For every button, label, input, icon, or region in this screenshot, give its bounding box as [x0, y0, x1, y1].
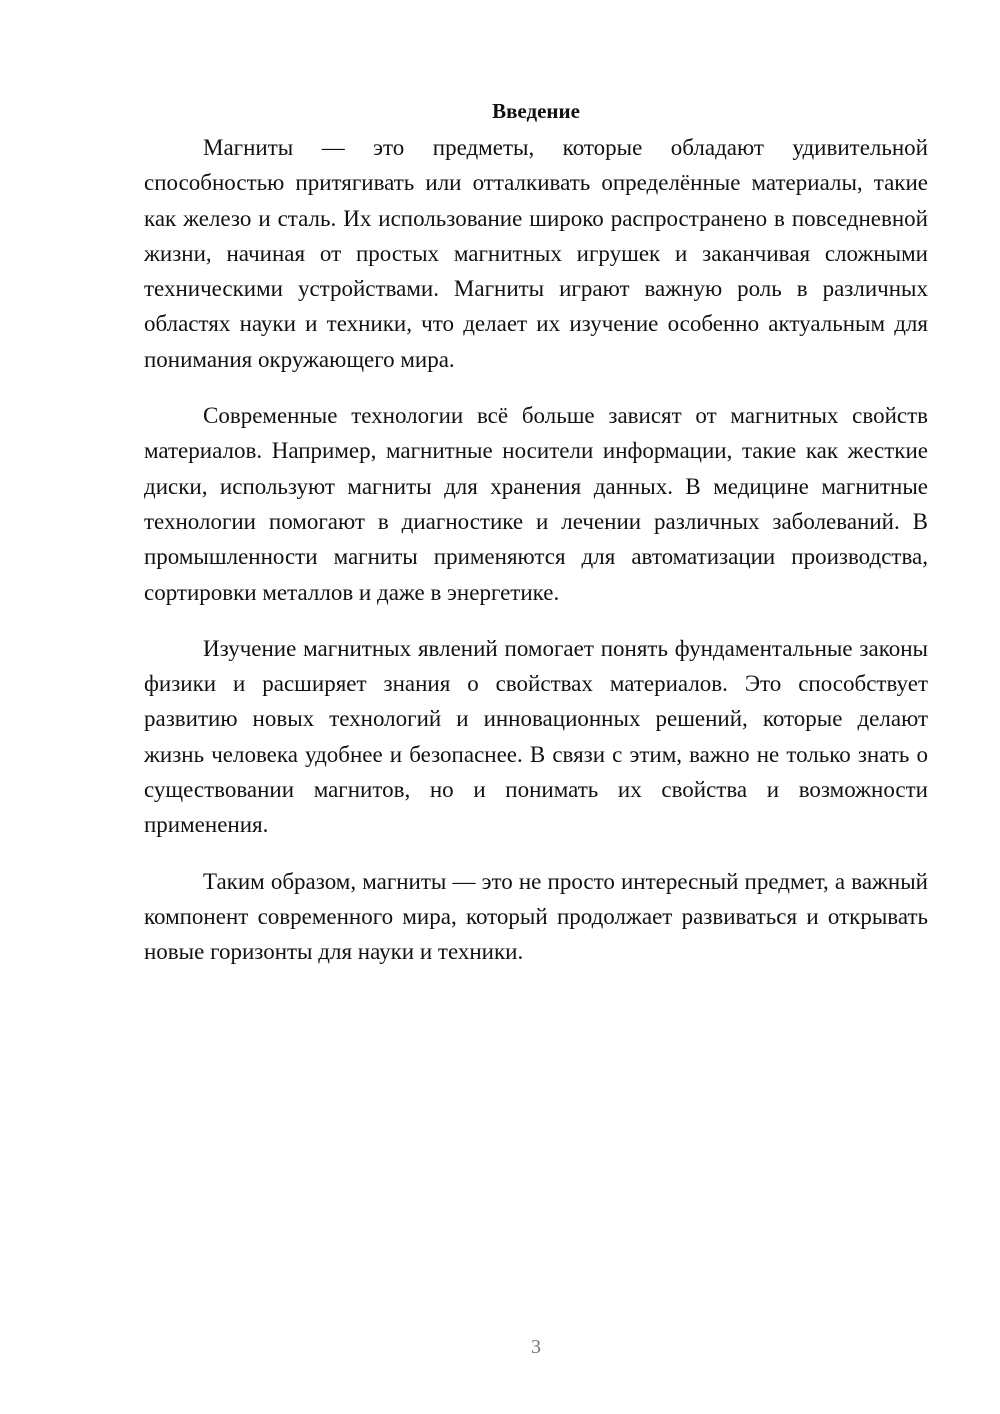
paragraph-4: Таким образом, магниты — это не просто интересный предмет, а важный компонент современного мира, который продолжает развиваться и открывать новые горизонты для науки и техники. — [144, 868, 928, 965]
paragraph-2: Современные технологии всё больше зависят от магнитных свойств материалов. Например, магнитные носители информации, такие как жесткие диски, используют магниты для хранения данных. В медицине магнитные технологии помогают в диагностике и лечении различных заболеваний. В промышленности магниты применяются для автоматизации производства, сортировки металлов и даже в энергетике. — [144, 403, 928, 605]
paragraph-3: Изучение магнитных явлений помогает понять фундаментальные законы физики и расширяет знания о свойствах материалов. Это способствует развитию новых технологий и инновационных решений, которые делают жизнь человека удобнее и безопаснее. В связи с этим, важно не только знать о существовании магнитов, но и понимать их свойства и возможности применения. — [144, 635, 928, 838]
page-number: 3 — [531, 1336, 541, 1358]
section-heading: Введение — [492, 99, 580, 123]
paragraph-1: Магниты — это предметы, которые обладают удивительной способностью притягивать или отталкивать определённые материалы, такие как железо и сталь. Их использование широко распространено в повседневной жизни, начиная от простых магнитных игрушек и заканчивая сложными техническими устройствами. Магниты играют важную роль в различных областях науки и техники, что делает их изучение особенно актуальным для понимания окружающего мира. — [144, 135, 928, 372]
page-content — [144, 96, 928, 991]
